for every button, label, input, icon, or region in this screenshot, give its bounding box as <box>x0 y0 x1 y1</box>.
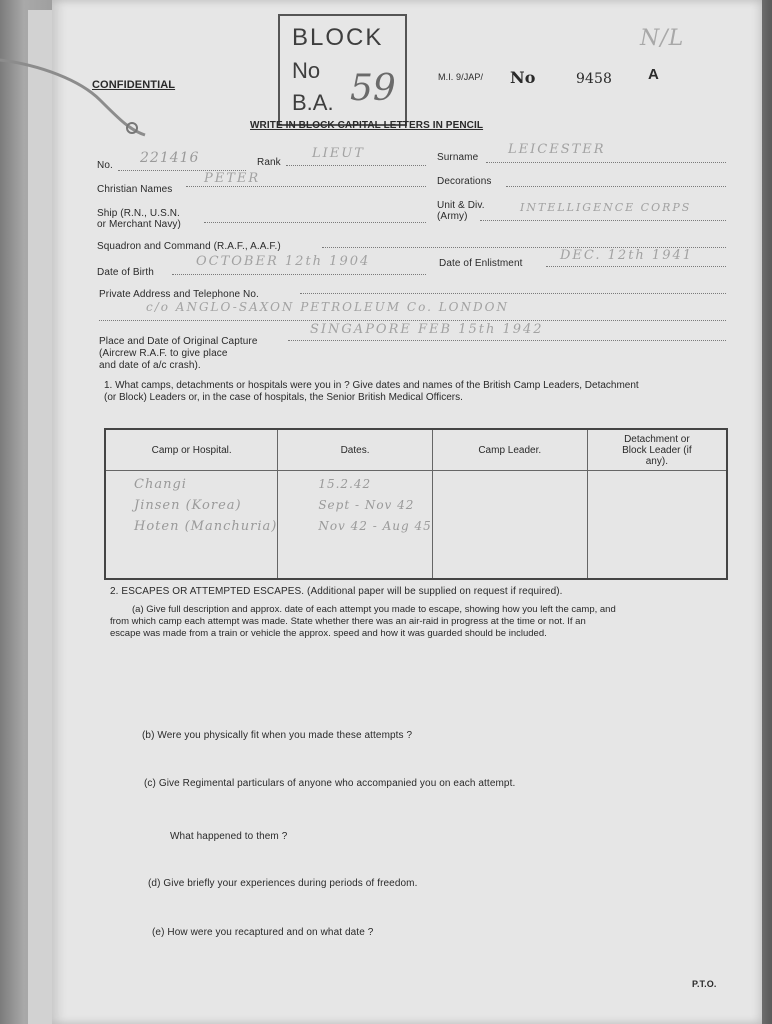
row-dates-2: Sept - Nov 42 <box>318 498 415 512</box>
row-camp-2: Jinsen (Korea) <box>134 498 242 513</box>
dob-label: Date of Birth <box>97 267 154 278</box>
question-2d: (d) Give briefly your experiences during periods of freedom. <box>148 878 418 889</box>
col-camp-or-hospital: Camp or Hospital. <box>105 429 278 471</box>
enlistment-label: Date of Enlistment <box>439 258 523 269</box>
question-1-line1: 1. What camps, detachments or hospitals were you in ? Give dates and names of the British Camp Leaders, Detachment <box>104 380 639 391</box>
unit-value: INTELLIGENCE CORPS <box>520 201 692 214</box>
ship-label-line1: Ship (R.N., U.S.N. <box>97 208 180 219</box>
stamp-handwritten-number: 59 <box>350 68 396 109</box>
table-row <box>105 471 727 580</box>
row-camp-3: Hoten (Manchuria) <box>134 519 278 534</box>
form-suffix: A <box>648 66 659 83</box>
row-camp-leader <box>432 471 587 580</box>
enlistment-value: DEC. 12th 1941 <box>560 248 694 263</box>
col-dates: Dates. <box>278 429 432 471</box>
christian-names-value: PETER <box>204 171 261 186</box>
address-label: Private Address and Telephone No. <box>99 289 259 300</box>
capture-label-line1: Place and Date of Original Capture <box>99 336 258 347</box>
question-2a-line3: escape was made from a train or vehicle the approx. speed and how it was guarded should be included. <box>110 628 547 639</box>
row-detachment-leader <box>587 471 727 580</box>
surname-label: Surname <box>437 152 479 163</box>
decorations-label: Decorations <box>437 176 492 187</box>
col-camp-leader: Camp Leader. <box>432 429 587 471</box>
camps-table-header <box>105 429 727 471</box>
question-1-line2: (or Block) Leaders or, in the case of hospitals, the Senior British Medical Officers. <box>104 392 463 403</box>
rank-label: Rank <box>257 157 281 168</box>
col-detachment-leader: Detachment or Block Leader (if any). <box>587 429 727 471</box>
confidential-label: CONFIDENTIAL <box>92 79 176 91</box>
pto-label: P.T.O. <box>692 979 717 989</box>
service-no-value: 221416 <box>140 150 200 166</box>
camps-table <box>104 428 728 580</box>
stamp-ba-text: B.A. <box>292 90 334 115</box>
capture-value: SINGAPORE FEB 15th 1942 <box>310 322 544 337</box>
stamp-block-text: BLOCK <box>292 24 384 51</box>
question-2e: (e) How were you recaptured and on what date ? <box>152 927 374 938</box>
question-1 <box>104 380 724 404</box>
tag-string <box>0 55 150 145</box>
row-camp-1: Changi <box>134 477 187 492</box>
question-2c-followup: What happened to them ? <box>170 831 288 842</box>
row-dates-3: Nov 42 - Aug 45 <box>318 519 432 533</box>
mi-reference: M.I. 9/JAP/ <box>438 72 484 82</box>
block-stamp <box>278 14 407 126</box>
surname-value: LEICESTER <box>508 142 606 157</box>
christian-names-label: Christian Names <box>97 184 173 195</box>
number-label: No <box>510 68 536 87</box>
question-2c: (c) Give Regimental particulars of anyone who accompanied you on each attempt. <box>144 778 516 789</box>
ship-label-line2: or Merchant Navy) <box>97 219 181 230</box>
form-number: 9458 <box>576 71 613 87</box>
question-2a-line1: (a) Give full description and approx. date of each attempt you made to escape, showing how you left the camp, and <box>132 604 616 615</box>
corner-note: N/L <box>640 26 685 51</box>
instruction-heading: WRITE IN BLOCK CAPITAL LETTERS IN PENCIL <box>250 120 484 131</box>
stamp-no-text: No <box>292 58 321 83</box>
unit-label-line1: Unit & Div. <box>437 200 485 211</box>
question-2b: (b) Were you physically fit when you made these attempts ? <box>142 730 413 741</box>
row-dates-1: 15.2.42 <box>318 477 372 491</box>
address-value: c/o ANGLO-SAXON PETROLEUM Co. LONDON <box>146 300 509 314</box>
question-2a <box>110 604 730 640</box>
capture-label-line2: (Aircrew R.A.F. to give place <box>99 348 228 359</box>
rank-value: LIEUT <box>312 146 365 161</box>
capture-label-line3: and date of a/c crash). <box>99 360 201 371</box>
squadron-label: Squadron and Command (R.A.F., A.A.F.) <box>97 241 281 252</box>
service-no-label: No. <box>97 160 113 171</box>
question-2-heading: 2. ESCAPES OR ATTEMPTED ESCAPES. (Additional paper will be supplied on request if required). <box>110 586 563 597</box>
question-2a-line2: from which camp each attempt was made. State whether there was an air-raid in progress at the time or not. If an <box>110 616 586 627</box>
dob-value: OCTOBER 12th 1904 <box>196 254 371 269</box>
unit-label-line2: (Army) <box>437 211 468 222</box>
